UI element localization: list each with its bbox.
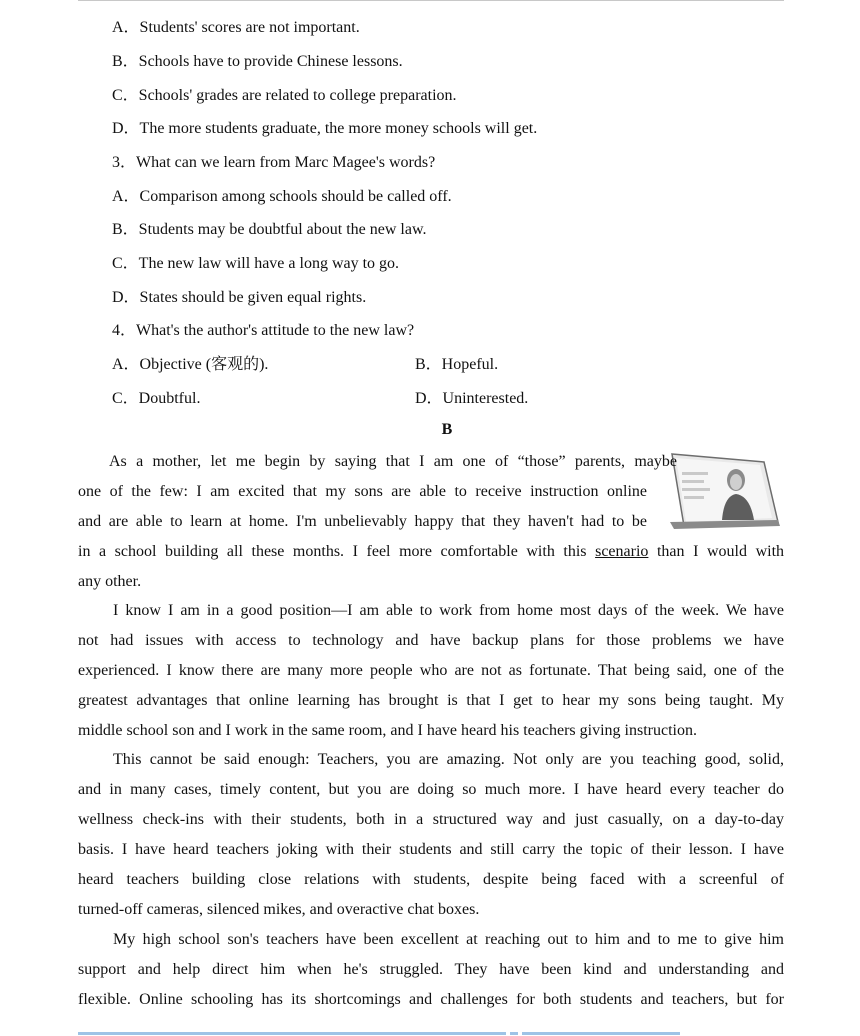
p3-line-1: This cannot be said enough: Teachers, you are amazing. Not only are you teaching good, solid, xyxy=(113,751,784,768)
p1-line-4-end: than I would with xyxy=(656,542,784,560)
p4-line-2: support and help direct him when he's struggled. They have been kind and understanding and xyxy=(78,960,784,978)
top-rule xyxy=(78,0,784,1)
p3-line-2: and in many cases, timely content, but you are doing so much more. I have heard every teacher do xyxy=(78,780,784,798)
q2-option-c: C．Schools' grades are related to college preparation. xyxy=(112,87,457,104)
p1-line-1: As a mother, let me begin by saying that I am one of “those” parents, maybe xyxy=(109,453,677,470)
q4-option-d: D．Uninterested. xyxy=(415,390,529,407)
bottom-rule-mark xyxy=(510,1032,518,1035)
q3-option-d: D．States should be given equal rights. xyxy=(112,289,367,306)
paragraph-2 xyxy=(78,596,784,746)
paragraph-1 xyxy=(78,447,784,597)
p2-line-5: middle school son and I work in the same room, and I have heard his teachers giving instruction. xyxy=(78,721,697,739)
scenario-word: scenario xyxy=(595,542,649,560)
p2-line-3: experienced. I know there are many more people who are not as fortunate. That being said, one of the xyxy=(78,661,784,679)
p1-line-5: any other. xyxy=(78,572,142,590)
p1-line-4 xyxy=(78,537,784,567)
q4-question: 4．What's the author's attitude to the new law? xyxy=(112,322,415,339)
p2-line-4: greatest advantages that online learning has brought is that I get to hear my sons being taught. My xyxy=(78,691,784,709)
bottom-rule-right xyxy=(522,1032,680,1035)
section-label: B xyxy=(441,421,453,438)
p2-line-2: not had issues with access to technology and have backup plans for those problems we have xyxy=(78,631,784,649)
p3-line-4: basis. I have heard teachers joking with their students and still carry the topic of their lesson. I have xyxy=(78,840,784,858)
q2-option-d: D．The more students graduate, the more money schools will get. xyxy=(112,120,538,137)
q3-option-b: B．Students may be doubtful about the new law. xyxy=(112,221,427,238)
q4-option-a: A．Objective (客观的). xyxy=(112,356,269,373)
p1-line-2: one of the few: I am excited that my sons are able to receive instruction online xyxy=(78,482,647,500)
p3-line-3: wellness check-ins with their students, both in a structured way and just casually, on a day-to-day xyxy=(78,810,784,828)
p4-line-1: My high school son's teachers have been excellent at reaching out to him and to me to give him xyxy=(113,931,784,948)
q3-option-a: A．Comparison among schools should be called off. xyxy=(112,188,452,205)
q2-option-b: B．Schools have to provide Chinese lessons. xyxy=(112,53,403,70)
q2-option-a: A．Students' scores are not important. xyxy=(112,19,360,36)
q3-question: 3．What can we learn from Marc Magee's words? xyxy=(112,154,436,171)
q4-option-b: B．Hopeful. xyxy=(415,356,499,373)
p1-line-3: and are able to learn at home. I'm unbelievably happy that they haven't had to be xyxy=(78,512,647,530)
bottom-rule-left xyxy=(78,1032,506,1035)
p3-line-5: heard teachers building close relations with students, despite being faced with a screenful of xyxy=(78,870,784,888)
p1-line-4-text: in a school building all these months. I feel more comfortable with this xyxy=(78,542,587,560)
q4-option-c: C．Doubtful. xyxy=(112,390,201,407)
p3-line-6: turned-off cameras, silenced mikes, and overactive chat boxes. xyxy=(78,900,480,918)
q3-option-c: C．The new law will have a long way to go. xyxy=(112,255,400,272)
p2-line-1: I know I am in a good position—I am able to work from home most days of the week. We have xyxy=(113,602,784,619)
paragraph-4 xyxy=(78,925,784,1015)
paragraph-3 xyxy=(78,745,784,924)
p4-line-3: flexible. Online schooling has its shortcomings and challenges for both students and teachers, but for xyxy=(78,990,784,1008)
